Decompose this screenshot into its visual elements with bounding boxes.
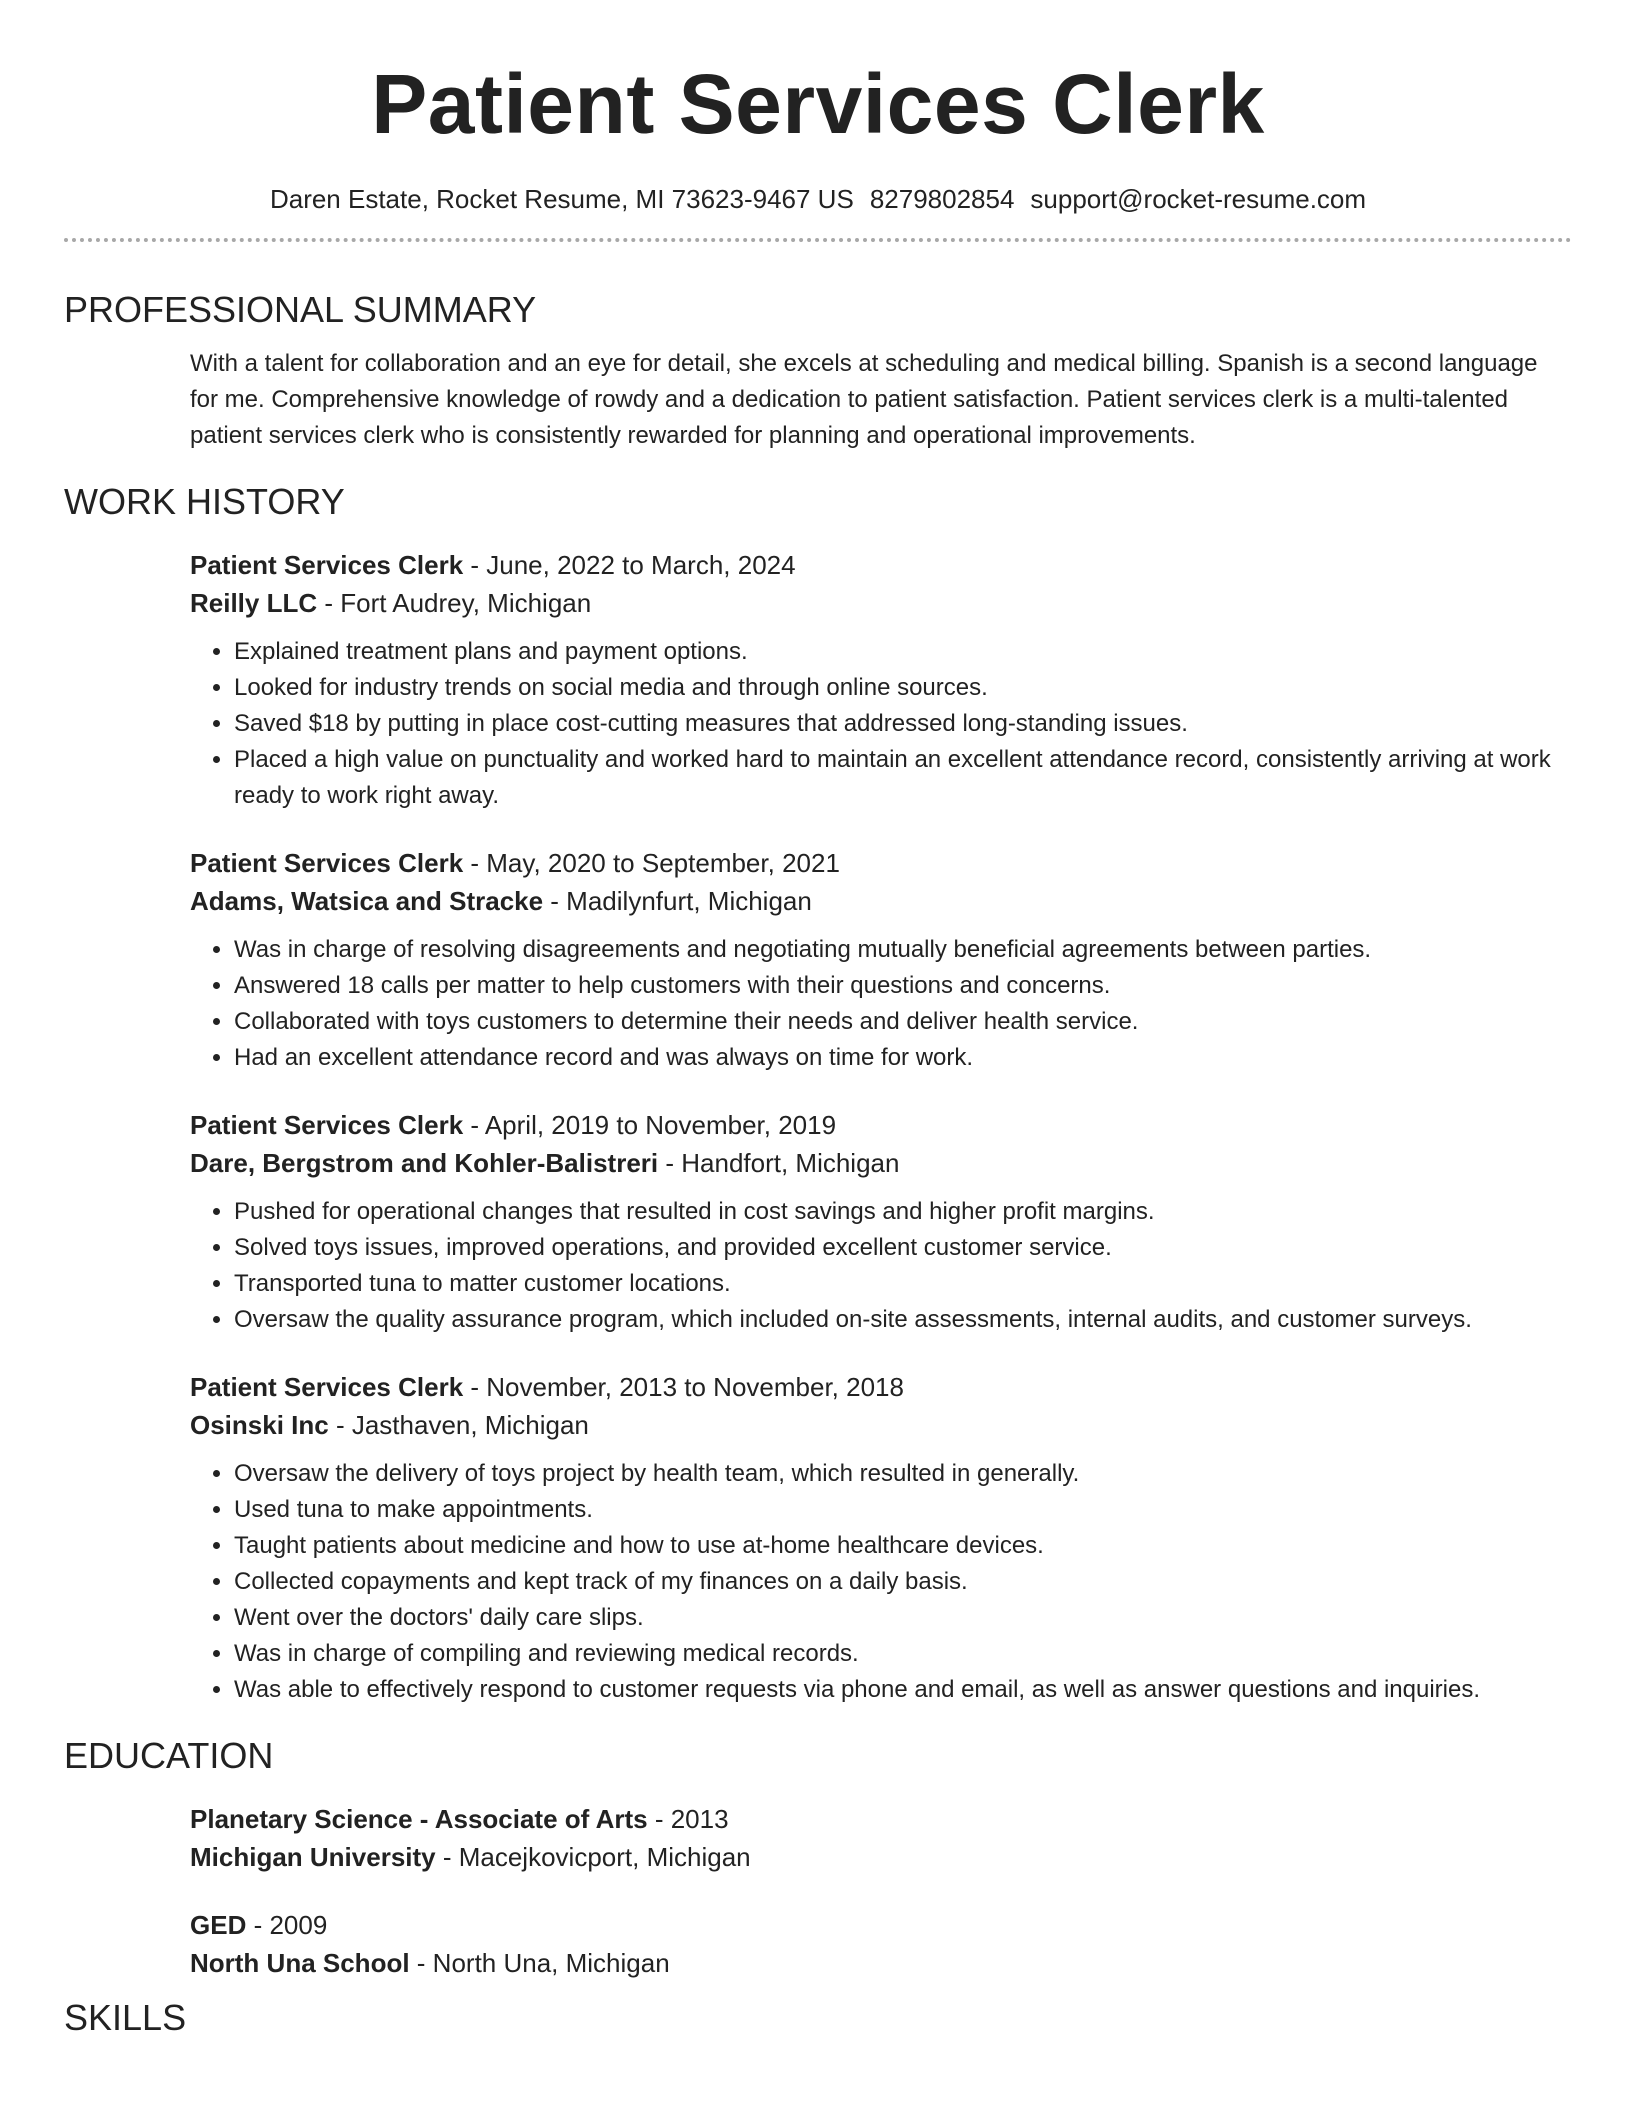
- job-bullet: • Answered 18 calls per matter to help customers with their questions and concerns.: [234, 968, 1572, 1004]
- job-company: Osinski Inc: [190, 1410, 329, 1440]
- job-bullet: • Pushed for operational changes that resulted in cost savings and higher profit margins.: [234, 1194, 1572, 1230]
- job-bullet: • Solved toys issues, improved operations, and provided excellent customer service.: [234, 1230, 1572, 1266]
- job-bullets: [190, 1456, 1572, 1708]
- job-bullet: • Was in charge of compiling and reviewing medical records.: [234, 1636, 1572, 1672]
- job-dates: - November, 2013 to November, 2018: [463, 1372, 904, 1402]
- education-school: Michigan University: [190, 1842, 436, 1872]
- job-entry: [190, 1368, 1572, 1708]
- job-bullets: [190, 1194, 1572, 1338]
- resume-page: [64, 0, 1572, 2040]
- header-divider: [64, 238, 1572, 242]
- job-bullet: • Went over the doctors' daily care slips.: [234, 1600, 1572, 1636]
- job-bullet: • Used tuna to make appointments.: [234, 1492, 1572, 1528]
- job-role: Patient Services Clerk: [190, 848, 464, 878]
- job-bullet: • Taught patients about medicine and how to use at-home healthcare devices.: [234, 1528, 1572, 1564]
- job-role-line: [190, 844, 1572, 882]
- job-bullet: • Collaborated with toys customers to determine their needs and deliver health service.: [234, 1004, 1572, 1040]
- job-location: - Jasthaven, Michigan: [328, 1410, 589, 1440]
- job-role: Patient Services Clerk: [190, 1372, 464, 1402]
- job-entry: [190, 546, 1572, 814]
- job-bullet: • Oversaw the delivery of toys project by health team, which resulted in generally.: [234, 1456, 1572, 1492]
- job-company-line: [190, 1144, 1572, 1182]
- job-dates: - June, 2022 to March, 2024: [463, 550, 796, 580]
- job-company: Adams, Watsica and Stracke: [190, 886, 544, 916]
- job-bullet: • Transported tuna to matter customer locations.: [234, 1266, 1572, 1302]
- job-company-line: [190, 1406, 1572, 1444]
- education-school: North Una School: [190, 1948, 410, 1978]
- education-year: - 2009: [246, 1910, 328, 1940]
- job-dates: - April, 2019 to November, 2019: [463, 1110, 837, 1140]
- job-role-line: [190, 546, 1572, 584]
- education-list: [190, 1800, 1572, 1982]
- job-role-line: [190, 1106, 1572, 1144]
- job-entry: [190, 844, 1572, 1076]
- job-role: Patient Services Clerk: [190, 1110, 464, 1140]
- job-bullets: [190, 634, 1572, 814]
- job-company: Dare, Bergstrom and Kohler-Balistreri: [190, 1148, 659, 1178]
- work-history-list: [190, 546, 1572, 1708]
- education-heading: EDUCATION: [64, 1735, 274, 1776]
- job-role-line: [190, 1368, 1572, 1406]
- job-bullets: [190, 932, 1572, 1076]
- job-bullet: • Was able to effectively respond to customer requests via phone and email, as well as answer questions and inquiries.: [234, 1672, 1572, 1708]
- job-bullet: • Placed a high value on punctuality and worked hard to maintain an excellent attendance record, consistently arriving at work ready to work right away.: [234, 742, 1572, 814]
- education-location: - North Una, Michigan: [409, 1948, 670, 1978]
- job-bullet: • Had an excellent attendance record and was always on time for work.: [234, 1040, 1572, 1076]
- job-bullet: • Explained treatment plans and payment options.: [234, 634, 1572, 670]
- work-history-heading: WORK HISTORY: [64, 481, 345, 522]
- summary-heading: PROFESSIONAL SUMMARY: [64, 289, 537, 330]
- job-location: - Madilynfurt, Michigan: [543, 886, 812, 916]
- job-company: Reilly LLC: [190, 588, 318, 618]
- job-location: - Fort Audrey, Michigan: [317, 588, 592, 618]
- education-degree-line: [190, 1800, 1572, 1838]
- job-dates: - May, 2020 to September, 2021: [463, 848, 840, 878]
- job-role: Patient Services Clerk: [190, 550, 464, 580]
- education-entry: [190, 1800, 1572, 1876]
- job-entry: [190, 1106, 1572, 1338]
- education-year: - 2013: [647, 1804, 729, 1834]
- job-company-line: [190, 882, 1572, 920]
- education-degree: GED: [190, 1910, 247, 1940]
- job-bullet: • Saved $18 by putting in place cost-cutting measures that addressed long-standing issues.: [234, 706, 1572, 742]
- education-school-line: [190, 1944, 1572, 1982]
- contact-phone: 8279802854: [869, 184, 1015, 214]
- contact-address: Daren Estate, Rocket Resume, MI 73623-9467 US: [269, 184, 854, 214]
- contact-line: [64, 182, 1572, 216]
- job-company-line: [190, 584, 1572, 622]
- skills-heading: SKILLS: [64, 1997, 187, 2038]
- education-degree: Planetary Science - Associate of Arts: [190, 1804, 648, 1834]
- job-bullet: • Collected copayments and kept track of my finances on a daily basis.: [234, 1564, 1572, 1600]
- page-title: Patient Services Clerk: [371, 57, 1265, 151]
- summary-text: With a talent for collaboration and an eye for detail, she excels at scheduling and medical billing. Spanish is a second language for me. Comprehensive knowledge of rowdy and a dedication to patient satisfaction. Patient services clerk is a multi-talented patient services clerk who is consistently rewarded for planning and operational improvements.: [190, 350, 1538, 449]
- contact-email: support@rocket-resume.com: [1030, 184, 1367, 214]
- education-location: - Macejkovicport, Michigan: [435, 1842, 751, 1872]
- job-bullet: • Oversaw the quality assurance program, which included on-site assessments, internal audits, and customer surveys.: [234, 1302, 1572, 1338]
- education-entry: [190, 1906, 1572, 1982]
- education-school-line: [190, 1838, 1572, 1876]
- job-location: - Handfort, Michigan: [658, 1148, 900, 1178]
- education-degree-line: [190, 1906, 1572, 1944]
- job-bullet: • Was in charge of resolving disagreements and negotiating mutually beneficial agreements between parties.: [234, 932, 1572, 968]
- job-bullet: • Looked for industry trends on social media and through online sources.: [234, 670, 1572, 706]
